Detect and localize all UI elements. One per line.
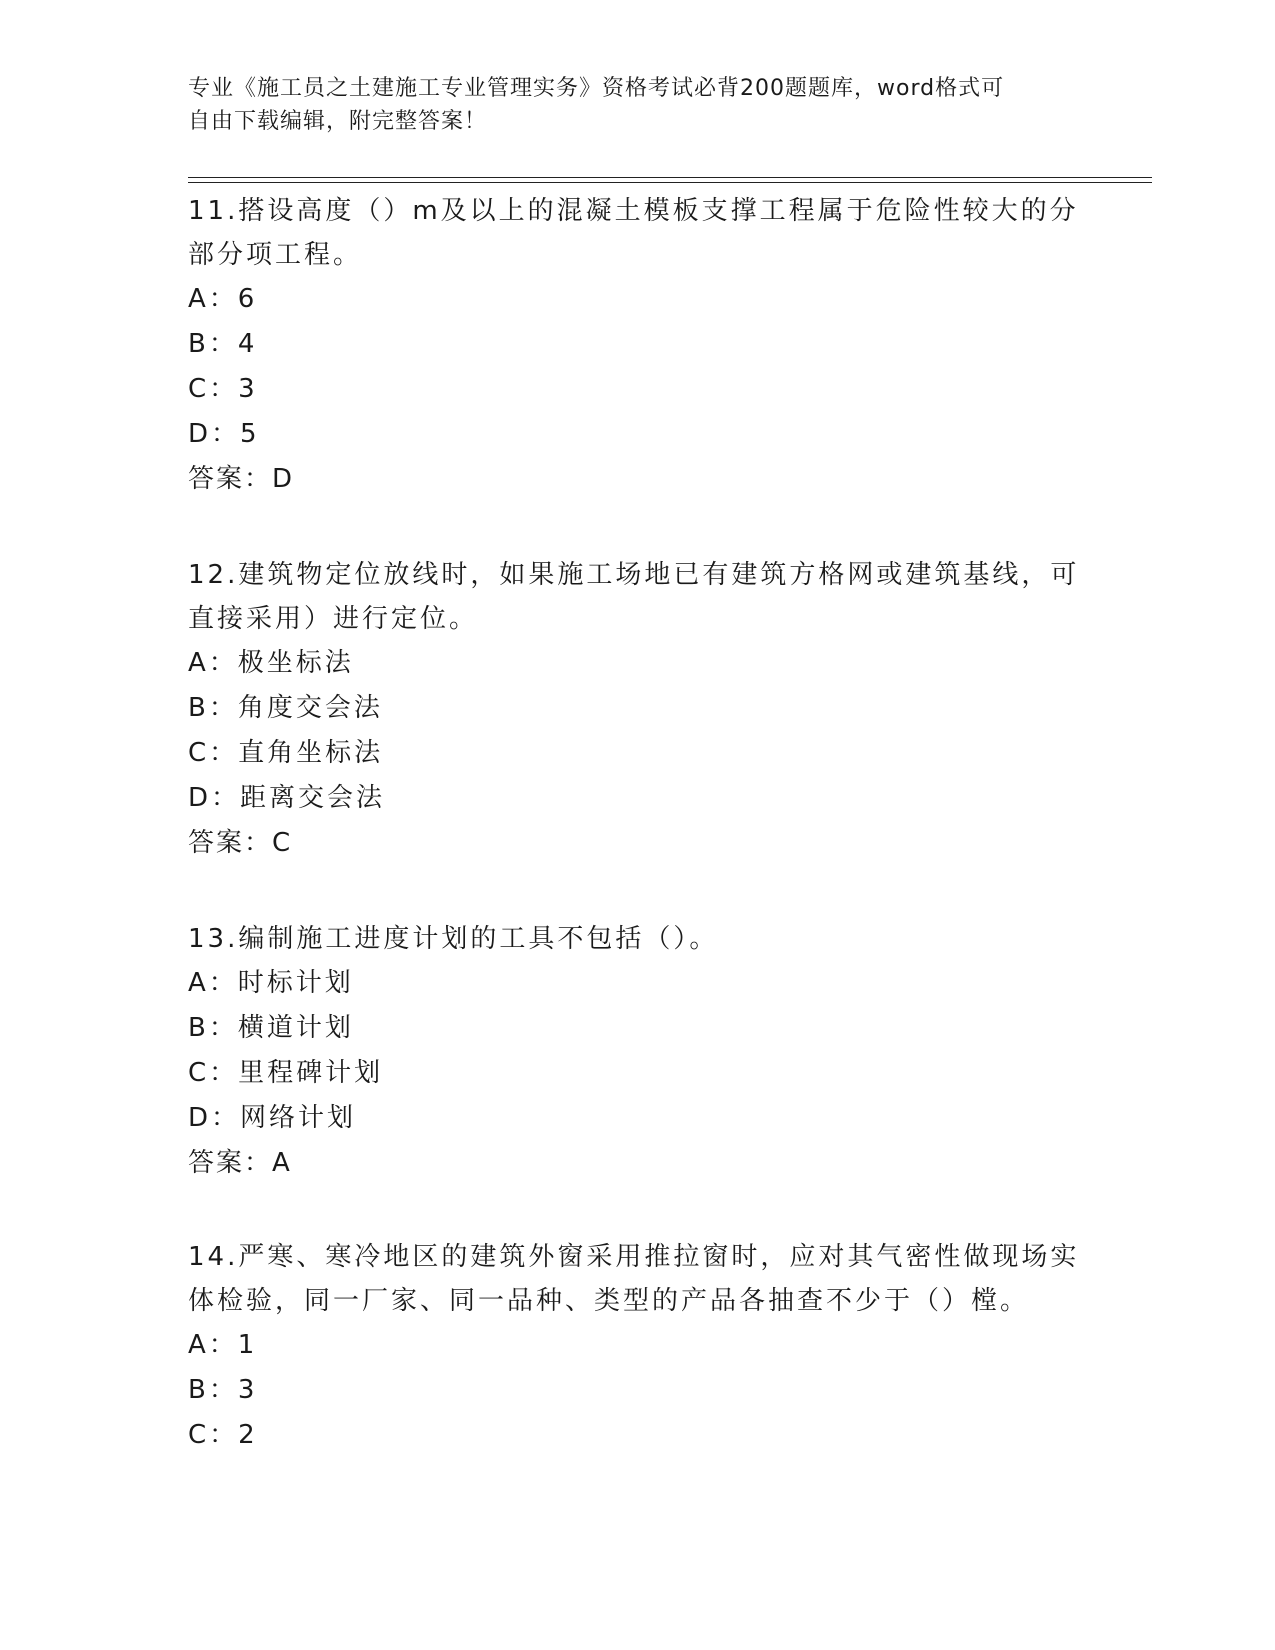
question-stem-line: 部分项工程。 [188, 240, 363, 270]
option-c: C：直角坐标法 [188, 738, 384, 768]
question-stem-line: 体检验，同一厂家、同一品种、类型的产品各抽查不少于（）樘。 [188, 1286, 1030, 1316]
question-stem-line: 直接采用）进行定位。 [188, 604, 479, 634]
header-line-2: 自由下载编辑，附完整答案！ [188, 109, 488, 134]
document-header [188, 72, 1068, 138]
option-a: A：极坐标法 [188, 648, 354, 678]
question-stem-line: 14.严寒、寒冷地区的建筑外窗采用推拉窗时，应对其气密性做现场实 [188, 1242, 1080, 1272]
header-divider-bottom [188, 182, 1152, 183]
option-b: B：3 [188, 1375, 258, 1405]
option-b: B：横道计划 [188, 1013, 354, 1043]
option-a: A：时标计划 [188, 968, 354, 998]
answer: 答案：C [188, 828, 293, 858]
question-stem-line: 12.建筑物定位放线时，如果施工场地已有建筑方格网或建筑基线，可 [188, 560, 1080, 590]
question-14 [188, 1235, 1088, 1458]
question-stem [188, 917, 1088, 961]
question-stem [188, 189, 1088, 277]
question-stem-line: 11.搭设高度（）m及以上的混凝土模板支撑工程属于危险性较大的分 [188, 196, 1079, 226]
option-c: C：2 [188, 1420, 258, 1450]
question-stem [188, 1235, 1088, 1323]
header-divider-top [188, 177, 1152, 178]
option-d: D：5 [188, 419, 260, 449]
question-stem [188, 553, 1088, 641]
option-c: C：3 [188, 374, 258, 404]
question-11 [188, 189, 1088, 502]
option-a: A：6 [188, 284, 258, 314]
option-b: B：角度交会法 [188, 693, 383, 723]
answer: 答案：D [188, 464, 295, 494]
option-c: C：里程碑计划 [188, 1058, 384, 1088]
question-12 [188, 553, 1088, 866]
option-d: D：网络计划 [188, 1103, 357, 1133]
option-a: A：1 [188, 1330, 258, 1360]
question-stem-line: 13.编制施工进度计划的工具不包括（）。 [188, 924, 719, 954]
question-13 [188, 917, 1088, 1186]
header-line-1: 专业《施工员之土建施工专业管理实务》资格考试必背200题题库，word格式可 [188, 76, 1005, 101]
answer: 答案：A [188, 1148, 292, 1178]
option-d: D：距离交会法 [188, 783, 386, 813]
option-b: B：4 [188, 329, 258, 359]
